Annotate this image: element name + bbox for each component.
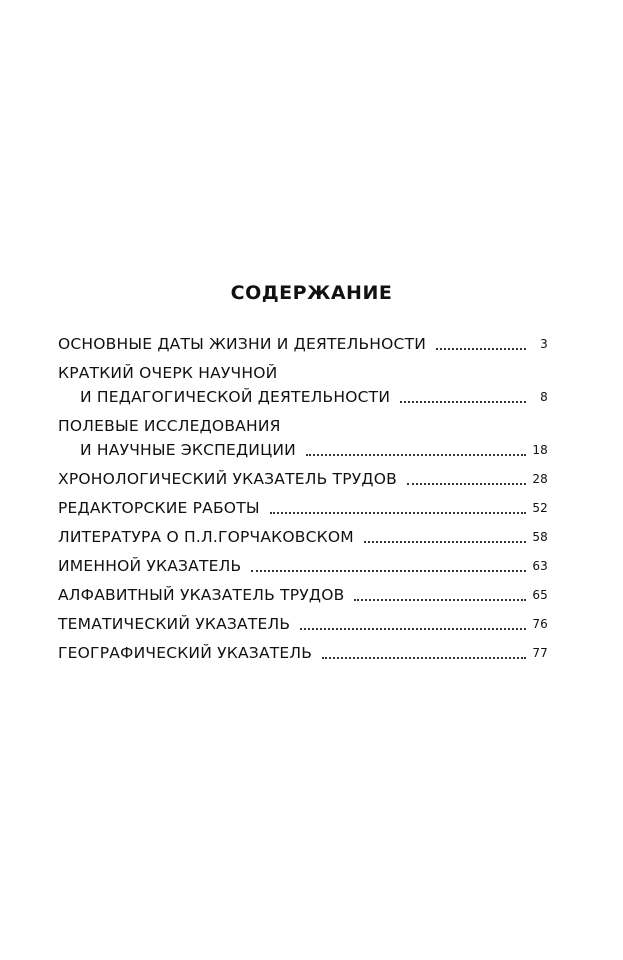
toc-entry-title	[58, 332, 426, 356]
toc-entry-page: 63	[532, 559, 548, 573]
toc-entry-title	[58, 612, 290, 636]
toc-entry-page: 58	[532, 530, 548, 544]
toc-entry[interactable]	[58, 554, 548, 578]
dot-leader	[270, 512, 526, 514]
toc-entry[interactable]	[58, 641, 548, 665]
toc-entry[interactable]	[58, 332, 548, 356]
toc-entry[interactable]	[58, 612, 548, 636]
toc-entry[interactable]	[58, 583, 548, 607]
toc-entry-title-line: ГЕОГРАФИЧЕСКИЙ УКАЗАТЕЛЬ	[58, 644, 313, 662]
toc-entry-title	[58, 554, 241, 578]
dot-leader	[300, 628, 526, 630]
toc-entry-title-line: АЛФАВИТНЫЙ УКАЗАТЕЛЬ ТРУДОВ	[58, 586, 345, 604]
toc-entry-page: 65	[532, 588, 548, 602]
table-of-contents	[58, 332, 548, 670]
toc-entry-title-line: ХРОНОЛОГИЧЕСКИЙ УКАЗАТЕЛЬ ТРУДОВ	[58, 470, 397, 488]
toc-entry-page: 77	[532, 646, 548, 660]
toc-entry-page: 8	[540, 390, 548, 404]
dot-leader	[400, 401, 526, 403]
toc-entry[interactable]	[58, 467, 548, 491]
toc-entry-title-continuation: И ПЕДАГОГИЧЕСКОЙ ДЕЯТЕЛЬНОСТИ	[80, 388, 391, 406]
toc-entry-page: 3	[540, 337, 548, 351]
toc-entry-title-continuation: И НАУЧНЫЕ ЭКСПЕДИЦИИ	[80, 441, 296, 459]
toc-entry-page: 18	[532, 443, 548, 457]
toc-entry-page: 52	[532, 501, 548, 515]
toc-entry-title	[58, 467, 397, 491]
toc-entry-title	[58, 361, 390, 409]
toc-entry-title-line: ОСНОВНЫЕ ДАТЫ ЖИЗНИ И ДЕЯТЕЛЬНОСТИ	[58, 335, 427, 353]
toc-entry-page: 28	[532, 472, 548, 486]
toc-entry-page: 76	[532, 617, 548, 631]
dot-leader	[407, 483, 526, 485]
toc-entry-title	[58, 583, 344, 607]
toc-entry-title	[58, 496, 260, 520]
toc-entry[interactable]	[58, 414, 548, 462]
dot-leader	[306, 454, 526, 456]
dot-leader	[364, 541, 526, 543]
toc-entry-title	[58, 414, 296, 462]
toc-entry-title-line: РЕДАКТОРСКИЕ РАБОТЫ	[58, 499, 260, 517]
toc-entry-title	[58, 641, 312, 665]
toc-entry-title-line: ЛИТЕРАТУРА О П.Л.ГОРЧАКОВСКОМ	[58, 528, 354, 546]
toc-entry-title-line: ТЕМАТИЧЕСКИЙ УКАЗАТЕЛЬ	[58, 615, 291, 633]
toc-entry[interactable]	[58, 525, 548, 549]
toc-entry-title-line: КРАТКИЙ ОЧЕРК НАУЧНОЙ	[58, 364, 278, 382]
toc-entry[interactable]	[58, 496, 548, 520]
dot-leader	[251, 570, 526, 572]
toc-entry-title-line: ПОЛЕВЫЕ ИССЛЕДОВАНИЯ	[58, 417, 281, 435]
dot-leader	[354, 599, 526, 601]
dot-leader	[322, 657, 526, 659]
page-title: СОДЕРЖАНИЕ	[230, 282, 393, 304]
toc-entry[interactable]	[58, 361, 548, 409]
toc-entry-title-line: ИМЕННОЙ УКАЗАТЕЛЬ	[58, 557, 242, 575]
dot-leader	[436, 348, 526, 350]
toc-entry-title	[58, 525, 354, 549]
